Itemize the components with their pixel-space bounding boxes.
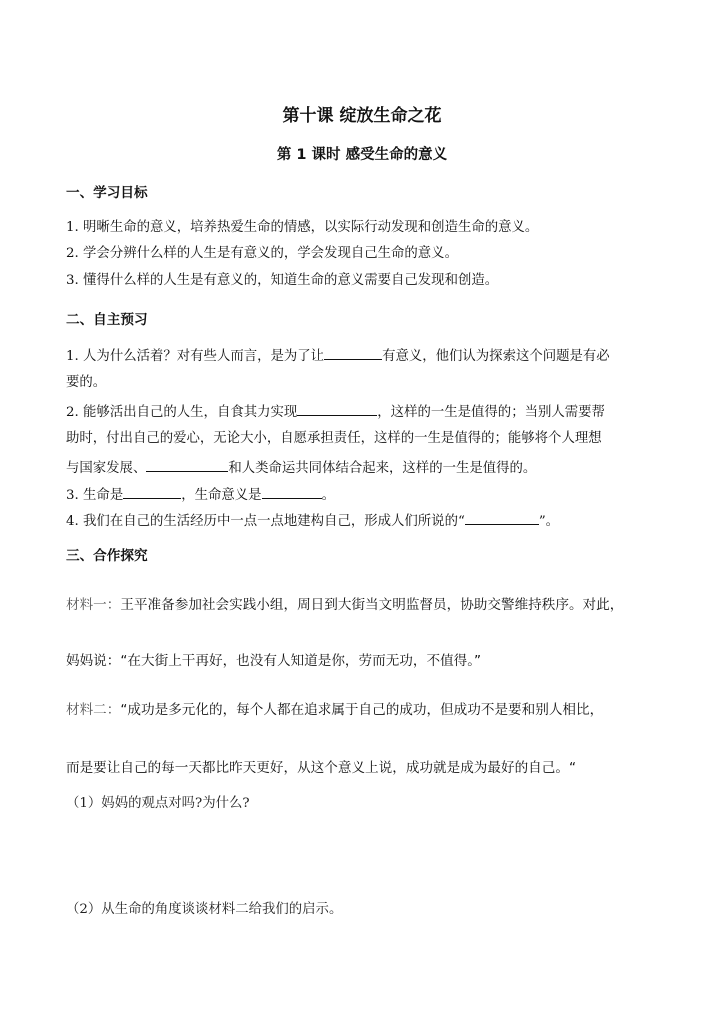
preview-question-4: 4. 我们在自己的生活经历中一点一点地建构自己，形成人们所说的“ ”。 (66, 511, 559, 531)
fill-blank[interactable] (324, 346, 382, 360)
fill-blank[interactable] (297, 402, 377, 416)
section-heading-preview: 二、自主预习 (66, 312, 148, 328)
goal-item-2: 2. 学会分辨什么样的人生是有意义的，学会发现自己生命的意义。 (66, 246, 458, 261)
fill-blank[interactable] (262, 485, 322, 499)
preview-question-2-line-3: 与国家发展、 和人类命运共同体结合起来，这样的一生是值得的。 (66, 458, 536, 478)
inquiry-question-1: （1）妈妈的观点对吗?为什么? (66, 796, 250, 811)
section-heading-inquiry: 三、合作探究 (66, 548, 148, 564)
inquiry-question-2: （2）从生命的角度谈谈材料二给我们的启示。 (66, 902, 343, 917)
preview-question-1-line-1: 1. 人为什么活着？对有些人而言，是为了让 有意义，他们认为探索这个问题是有必 (66, 346, 610, 366)
material-2-line-1: 材料二：“成功是多元化的，每个人都在追求属于自己的成功，但成功不是要和别人相比， (66, 702, 604, 718)
preview-question-3: 3. 生命是 ，生命意义是 。 (66, 485, 335, 505)
goal-item-3: 3. 懂得什么样的人生是有意义的，知道生命的意义需要自己发现和创造。 (66, 273, 499, 288)
preview-question-2-line-2: 助时，付出自己的爱心，无论大小，自愿承担责任，这样的一生是值得的；能够将个人理想 (66, 431, 602, 446)
material-1-line-1: 材料一：王平准备参加社会实践小组，周日到大街当文明监督员，协助交警维持秩序。对此， (66, 597, 624, 613)
material-1-line-2: 妈妈说：“在大街上干再好，也没有人知道是你，劳而无功，不值得。” (66, 653, 482, 669)
fill-blank[interactable] (123, 485, 181, 499)
goal-item-1: 1. 明晰生命的意义，培养热爱生命的情感，以实际行动发现和创造生命的意义。 (66, 220, 539, 235)
fill-blank[interactable] (146, 458, 228, 472)
material-1-label: 材料一： (66, 597, 121, 613)
section-heading-goals: 一、学习目标 (66, 185, 148, 201)
preview-question-2-line-1: 2. 能够活出自己的人生，自食其力实现 ，这样的一生是值得的；当别人需要帮 (66, 402, 605, 422)
fill-blank[interactable] (465, 511, 539, 525)
material-2-line-2: 而是要让自己的每一天都比昨天更好，从这个意义上说，成功就是成为最好的自己。“ (66, 760, 577, 776)
page-title: 第十课 绽放生命之花 (282, 106, 442, 126)
page-subtitle: 第 1 课时 感受生命的意义 (276, 147, 448, 163)
preview-question-1-line-2: 要的。 (66, 375, 107, 390)
material-2-label: 材料二： (66, 702, 121, 718)
